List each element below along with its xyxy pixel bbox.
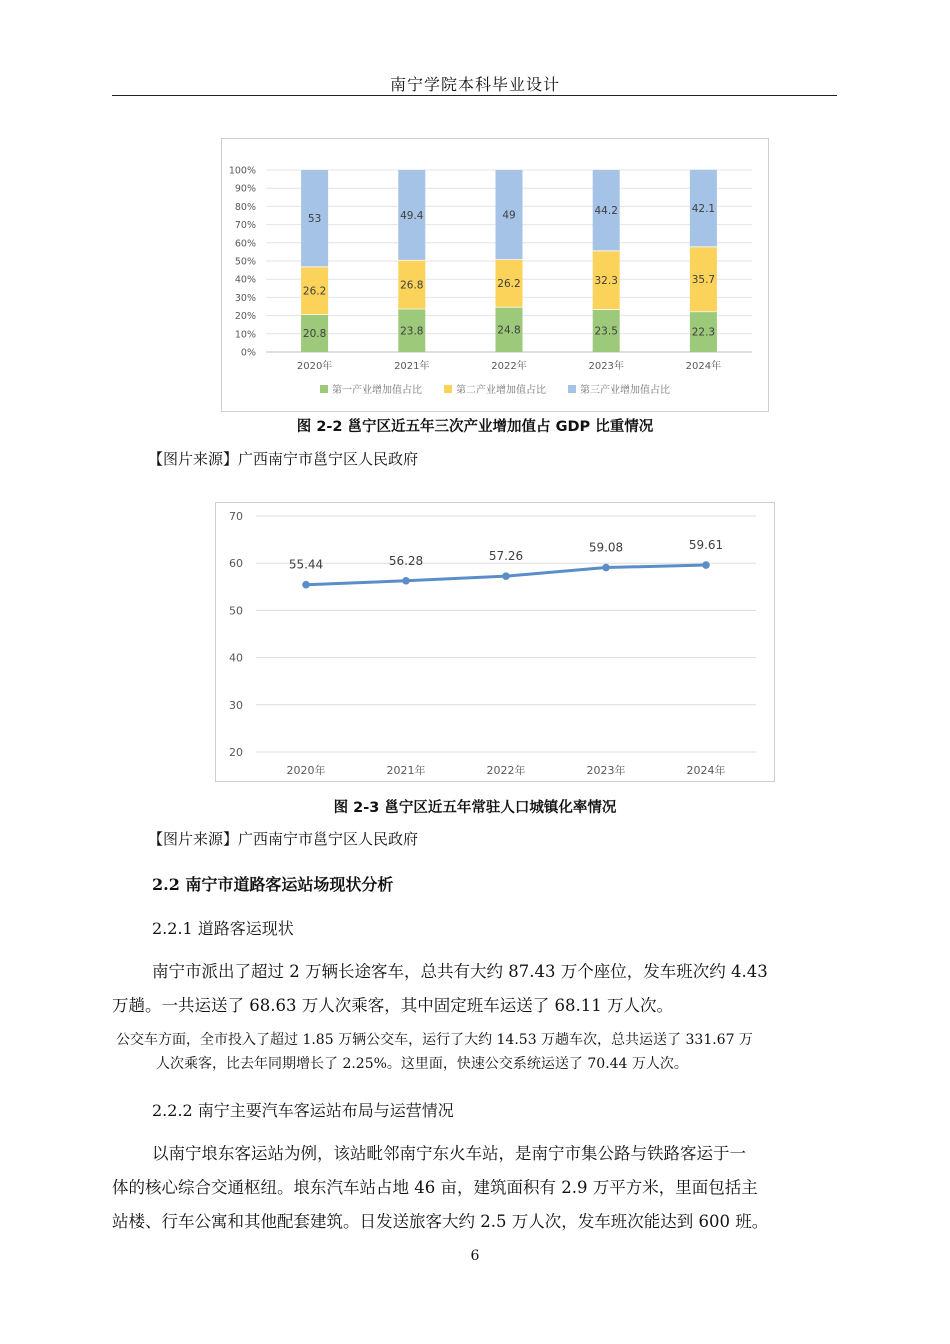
paragraph-line: 以南宁埌东客运站为例，该站毗邻南宁东火车站，是南宁市集公路与铁路客运于一	[152, 1144, 746, 1163]
x-tick-label: 2022年	[486, 764, 526, 777]
y-tick-label: 100%	[228, 165, 256, 177]
paragraph-langdong-station	[112, 1137, 837, 1239]
data-point	[702, 561, 710, 569]
x-tick-label: 2020年	[296, 361, 333, 372]
x-tick-label: 2023年	[586, 764, 626, 777]
bar-data-label: 49.4	[400, 209, 424, 222]
bar-data-label: 53	[307, 213, 322, 226]
paragraph-line: 南宁市派出了超过 2 万辆长途客车，总共有大约 87.43 万个座位，发车班次约 4.43	[152, 962, 768, 981]
point-data-label: 56.28	[388, 553, 424, 568]
y-tick-label: 70	[229, 510, 243, 523]
legend-label: 第三产业增加值占比	[580, 385, 670, 396]
bar-data-label: 49	[502, 209, 516, 222]
paragraph-line: 人次乘客，比去年同期增长了 2.25%。这里面，快速公交系统运送了 70.44 万人次。	[156, 1056, 688, 1072]
y-tick-label: 80%	[234, 201, 256, 213]
paragraph-line: 公交车方面，全市投入了超过 1.85 万辆公交车，运行了大约 14.53 万趟车次，总共运送了 331.67 万	[116, 1032, 753, 1048]
paragraph-line: 站楼、行车公寓和其他配套建筑。日发送旅客大约 2.5 万人次，发车班次能达到 600 班。	[112, 1212, 769, 1231]
data-point	[402, 577, 410, 585]
bar-data-label: 44.2	[594, 205, 618, 218]
point-data-label: 55.44	[288, 557, 324, 572]
paragraph-line: 体的核心综合交通枢纽。埌东汽车站占地 46 亩，建筑面积有 2.9 万平方米，里面包括主	[112, 1178, 758, 1197]
subsection-2-2-2-title: 2.2.2 南宁主要汽车客运站布局与运营情况	[152, 1101, 454, 1120]
legend-swatch	[320, 385, 328, 393]
header-rule	[112, 95, 837, 96]
x-tick-label: 2024年	[685, 361, 722, 372]
paragraph-long-distance-buses	[112, 955, 837, 1023]
point-data-label: 57.26	[488, 549, 524, 564]
page-header-title: 南宁学院本科毕业设计	[389, 75, 560, 94]
bar-data-label: 23.8	[400, 325, 424, 338]
point-data-label: 59.08	[588, 540, 624, 555]
bar-data-label: 26.2	[497, 278, 521, 291]
bar-chart-frame	[221, 138, 769, 412]
paragraph-city-buses	[116, 1028, 841, 1076]
stacked-bar-chart	[222, 139, 768, 411]
y-tick-label: 30	[229, 698, 243, 712]
x-tick-label: 2020年	[286, 764, 326, 777]
figure-2-3-source: 【图片来源】广西南宁市邕宁区人民政府	[148, 830, 419, 848]
legend-label: 第一产业增加值占比	[332, 385, 422, 396]
y-tick-label: 40	[229, 651, 243, 665]
bar-data-label: 26.8	[400, 279, 424, 292]
x-tick-label: 2021年	[394, 361, 430, 372]
x-tick-label: 2023年	[588, 361, 624, 372]
bar-data-label: 20.8	[302, 328, 327, 341]
data-point	[502, 572, 510, 580]
x-tick-label: 2024年	[686, 764, 726, 777]
line-chart-frame	[215, 502, 775, 782]
paragraph-line: 万趟。一共运送了 68.63 万人次乘客，其中固定班车运送了 68.11 万人次。	[112, 996, 673, 1015]
y-tick-label: 60%	[234, 238, 256, 250]
data-point	[302, 581, 310, 589]
bar-data-label: 35.7	[691, 273, 716, 286]
x-tick-label: 2021年	[386, 764, 426, 777]
legend-swatch	[568, 385, 576, 393]
bar-data-label: 23.5	[594, 325, 618, 338]
figure-2-2-source: 【图片来源】广西南宁市邕宁区人民政府	[148, 450, 419, 468]
y-tick-label: 90%	[234, 183, 256, 195]
y-tick-label: 30%	[234, 292, 256, 304]
y-tick-label: 0%	[240, 347, 256, 359]
line-chart	[216, 503, 774, 781]
y-tick-label: 20	[229, 746, 243, 759]
data-point	[602, 564, 610, 572]
y-tick-label: 60	[229, 557, 243, 571]
bar-data-label: 42.1	[691, 203, 716, 216]
x-tick-label: 2022年	[491, 361, 527, 372]
y-tick-label: 10%	[234, 329, 256, 341]
y-tick-label: 40%	[234, 274, 256, 286]
bar-data-label: 32.3	[594, 274, 618, 287]
bar-data-label: 24.8	[497, 324, 521, 337]
bar-data-label: 26.2	[302, 285, 327, 298]
point-data-label: 59.61	[688, 538, 724, 553]
y-tick-label: 20%	[234, 311, 256, 323]
y-tick-label: 50%	[234, 256, 256, 268]
subsection-2-2-1-title: 2.2.1 道路客运现状	[152, 919, 294, 938]
legend-swatch	[444, 385, 452, 393]
legend-label: 第二产业增加值占比	[456, 385, 546, 396]
figure-2-3-caption: 图 2-3 邕宁区近五年常驻人口城镇化率情况	[333, 800, 617, 816]
section-2-2-title: 2.2 南宁市道路客运站场现状分析	[152, 875, 394, 894]
bar-data-label: 22.3	[691, 326, 716, 339]
page-number: 6	[470, 1248, 480, 1264]
figure-2-2-caption: 图 2-2 邕宁区近五年三次产业增加值占 GDP 比重情况	[296, 419, 654, 435]
y-tick-label: 50	[229, 604, 243, 618]
y-tick-label: 70%	[234, 220, 256, 232]
